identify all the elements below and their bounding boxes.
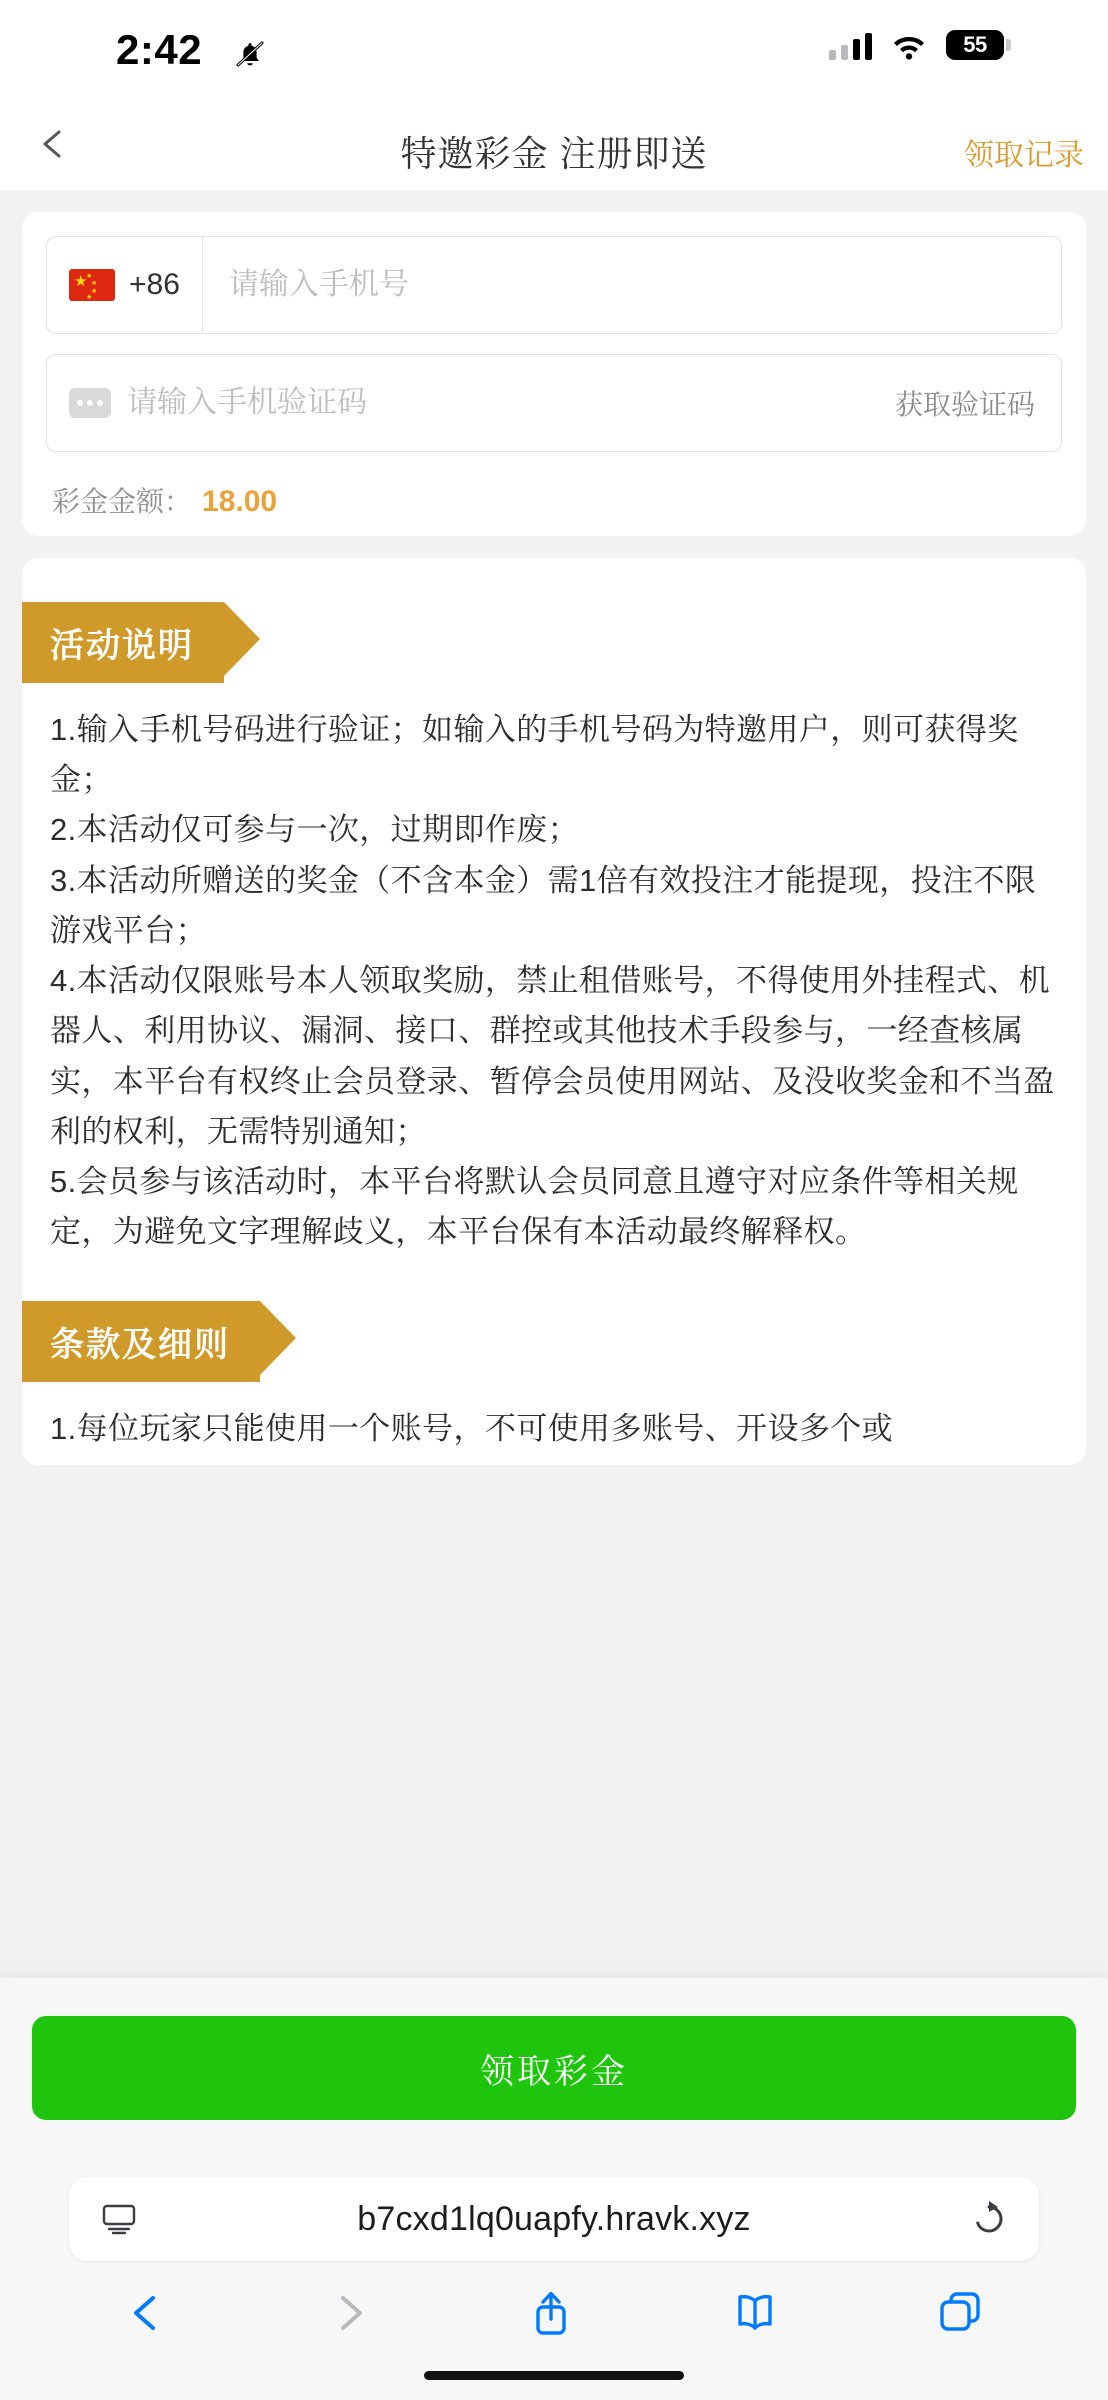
country-code-text: +86 [129, 268, 180, 301]
nav-forward-icon [326, 2290, 372, 2336]
activity-description-ribbon-wrap [22, 558, 1086, 705]
terms-heading: 条款及细则 [22, 1301, 260, 1382]
status-indicators [829, 30, 1004, 60]
page-header [0, 100, 1108, 191]
reader-view-icon[interactable] [99, 2202, 139, 2236]
browser-toolbar [0, 2270, 1108, 2356]
home-indicator [424, 2371, 684, 2380]
rule-paragraph: 5.会员参与该活动时，本平台将默认会员同意且遵守对应条件等相关规定，为避免文字理解歧义，本平台保有本活动最终解释权。 [50, 1163, 1019, 1250]
rule-paragraph: 4.本活动仅限账号本人领取奖励，禁止租借账号，不得使用外挂程式、机器人、利用协议、漏洞、接口、群控或其他技术手段参与，一经查核属实，本平台有权终止会员登录、暂停会员使用网站、及没收奖金和不当盈利的权利，无需特别通知； [50, 963, 1055, 1149]
rule-paragraph: 3.本活动所赠送的奖金（不含本金）需1倍有效投注才能提现，投注不限游戏平台； [50, 862, 1037, 948]
tabs-icon[interactable] [936, 2290, 984, 2336]
share-icon[interactable] [528, 2288, 574, 2338]
bookmarks-icon[interactable] [730, 2290, 780, 2336]
status-bar [0, 0, 1108, 100]
terms-ribbon-wrap [22, 1257, 1086, 1404]
activity-info-card [22, 558, 1086, 1465]
page-title: 特邀彩金 注册即送 [400, 133, 708, 174]
browser-address-bar [0, 2158, 1108, 2280]
activity-description-heading: 活动说明 [22, 602, 224, 683]
reload-icon[interactable] [969, 2199, 1009, 2239]
cta-bar [0, 1978, 1108, 2158]
claim-bonus-button[interactable]: 领取彩金 [32, 2016, 1076, 2120]
claim-records-link[interactable]: 领取记录 [964, 139, 1084, 172]
url-text[interactable]: b7cxd1lq0uapfy.hravk.xyz [357, 2199, 751, 2238]
battery-indicator [946, 30, 1004, 60]
bonus-amount-row [46, 480, 1062, 520]
status-time: 2:42 [116, 26, 203, 73]
wifi-icon [890, 30, 928, 60]
cellular-signal-icon [829, 30, 872, 60]
terms-paragraph: 1.每位玩家只能使用一个账号，不可使用多账号、开设多个或 [50, 1411, 894, 1447]
phone-input[interactable] [203, 268, 1061, 302]
sms-code-icon [69, 388, 111, 418]
registration-form-card [22, 212, 1086, 536]
rule-paragraph: 2.本活动仅可参与一次，过期即作废； [50, 812, 580, 848]
bonus-amount-value: 18.00 [202, 485, 278, 518]
bonus-amount-label: 彩金金额： [52, 486, 193, 517]
verification-code-input[interactable] [111, 386, 869, 420]
verification-code-field-row[interactable] [46, 354, 1062, 452]
china-flag-icon: ★ ★ ★ ★ ★ [69, 269, 115, 301]
country-code-selector[interactable] [47, 237, 203, 333]
rule-paragraph: 1.输入手机号码进行验证；如输入的手机号码为特邀用户，则可获得奖金； [50, 712, 1019, 798]
terms-body [22, 1404, 1086, 1454]
nav-back-icon[interactable] [124, 2290, 170, 2336]
get-code-button[interactable]: 获取验证码 [894, 389, 1035, 420]
activity-description-body [22, 705, 1086, 1257]
battery-level: 55 [963, 32, 987, 57]
url-pill[interactable] [69, 2177, 1039, 2261]
phone-field-row[interactable] [46, 236, 1062, 334]
bell-slash-icon [232, 36, 268, 72]
